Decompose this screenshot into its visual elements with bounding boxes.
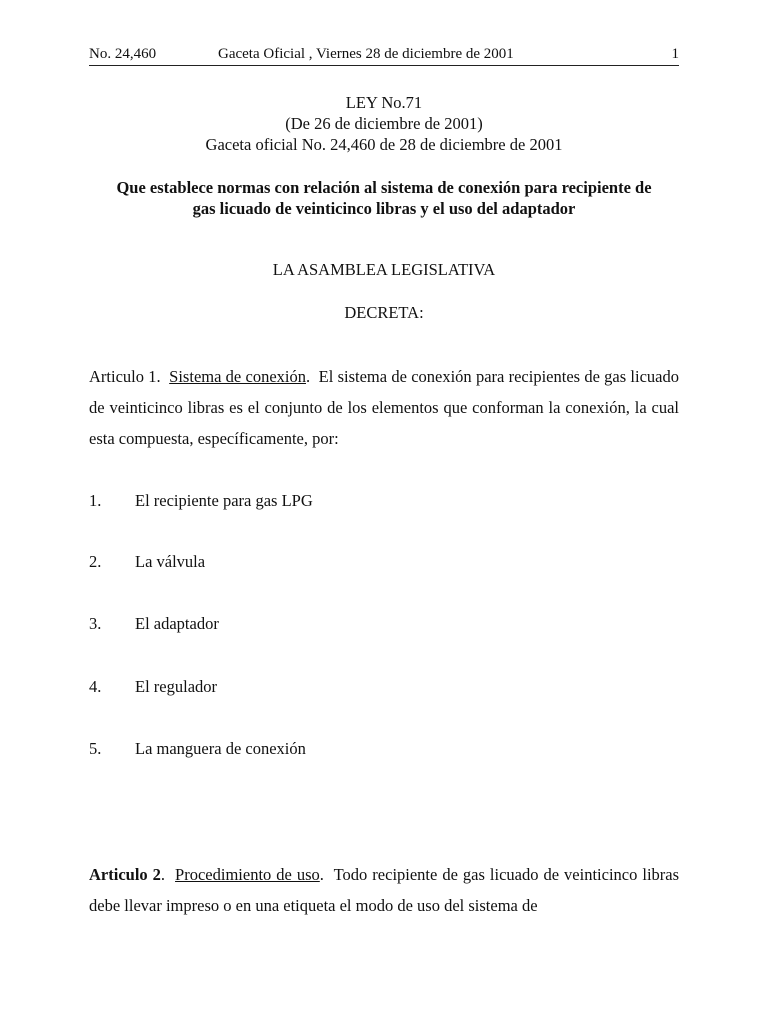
gazette-title-date: Gaceta Oficial , Viernes 28 de diciembre de 2001: [218, 46, 514, 62]
law-gazette-reference: Gaceta oficial No. 24,460 de 28 de diciembre de 2001: [205, 135, 563, 154]
article-2-text: Todo recipiente de gas licuado de veinticinco libras debe llevar impreso o en una etiqueta el modo de uso del sistema de: [89, 865, 680, 915]
assembly-heading: LA ASAMBLEA LEGISLATIVA: [272, 260, 496, 279]
list-item-text: El regulador: [135, 677, 218, 696]
list-item-text: La válvula: [135, 552, 206, 571]
law-title-block: [89, 92, 679, 155]
law-title: LEY No.71: [345, 93, 423, 112]
article-1-heading: Sistema de conexión: [169, 367, 307, 386]
law-subject-line-1: Que establece normas con relación al sistema de conexión para recipiente de: [116, 178, 652, 197]
list-item-number: 3.: [89, 614, 102, 633]
law-subject-line-2: gas licuado de veinticinco libras y el uso del adaptador: [192, 199, 576, 218]
list-item-number: 1.: [89, 491, 102, 510]
article-2-label: Articulo 2: [89, 865, 161, 884]
article-2: Articulo 2. Procedimiento de uso. Todo recipiente de gas licuado de veinticinco libras debe llevar impreso o en una etiqueta el modo de uso del sistema de: [89, 865, 680, 915]
law-subject: [89, 177, 679, 219]
list-item-number: 2.: [89, 552, 102, 571]
article-1-label: Articulo 1.: [89, 367, 161, 386]
list-item-text: El adaptador: [135, 614, 219, 633]
article-1: Articulo 1. Sistema de conexión. El sistema de conexión para recipientes de gas licuado de veinticinco libras es el conjunto de los elementos que conforman la conexión, la cual esta compuesta, específicamente, por:: [89, 367, 679, 448]
list-item-text: El recipiente para gas LPG: [135, 491, 313, 510]
article-1-text: El sistema de conexión para recipientes de gas licuado de veinticinco libras es el conjunto de los elementos que conforman la conexión, la cual esta compuesta, específicamente, por:: [89, 367, 679, 448]
page-number: 1: [671, 46, 679, 62]
article-2-heading: Procedimiento de uso: [175, 865, 320, 884]
list-item-number: 5.: [89, 739, 102, 758]
gazette-number: No. 24,460: [89, 46, 157, 62]
law-date: (De 26 de diciembre de 2001): [285, 114, 483, 133]
list-item-text: La manguera de conexión: [135, 739, 306, 758]
decreta-heading: DECRETA:: [344, 303, 424, 322]
running-header: [89, 45, 679, 66]
list-item-number: 4.: [89, 677, 102, 696]
